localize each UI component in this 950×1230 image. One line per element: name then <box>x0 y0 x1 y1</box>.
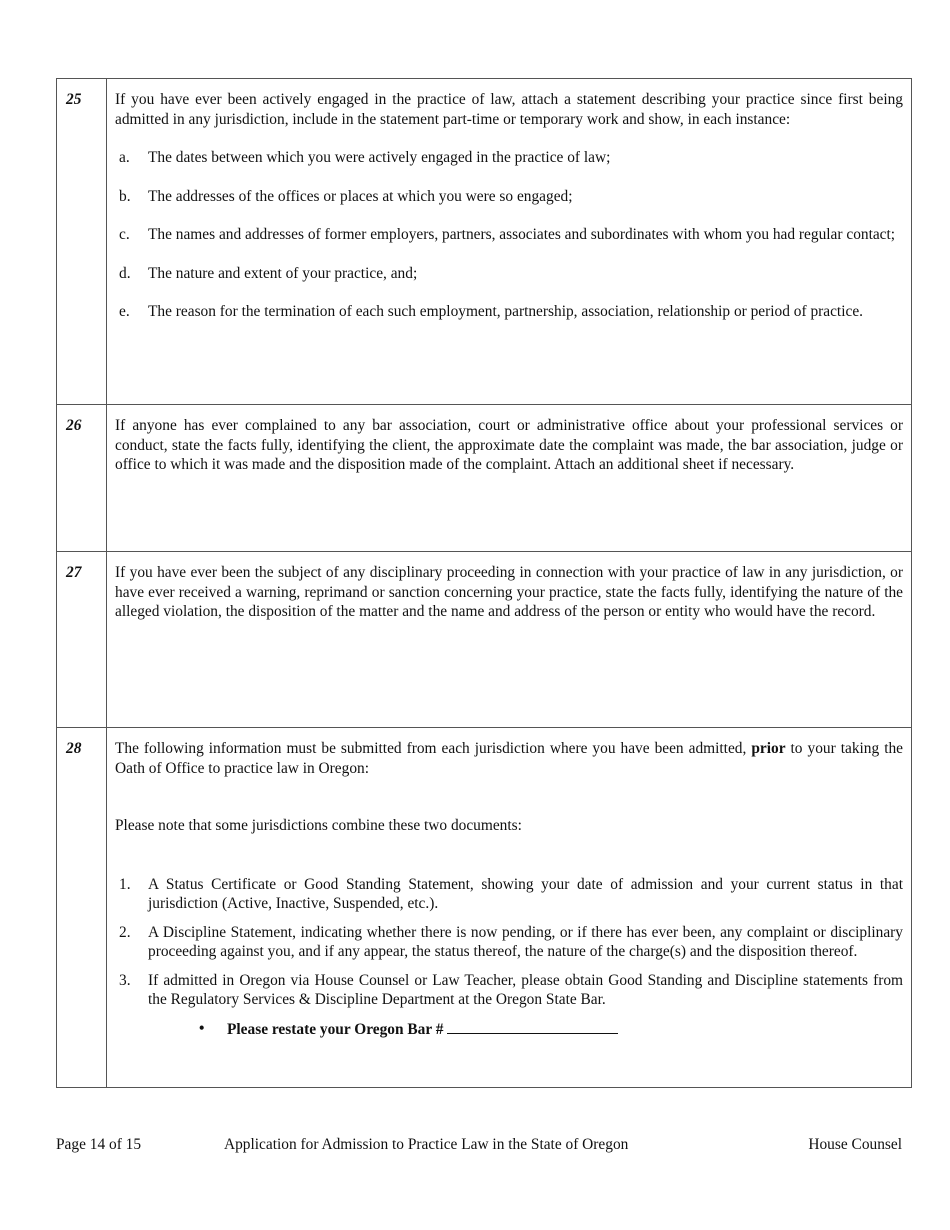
question-number: 28 <box>57 728 107 1088</box>
list-item <box>115 187 903 207</box>
question-text: If you have ever been actively engaged in the practice of law, attach a statement describing your practice since first being admitted in any jurisdiction, include in the statement part-time or temporary work and show, in each instance: <box>115 91 903 128</box>
list-item-text: A Discipline Statement, indicating whether there is now pending, or if there has ever been, any complaint or disciplinary proceeding against you, and if any appear, the status thereof, the nature of the charge(s) and the disposition thereof. <box>148 923 903 960</box>
intro-emphasis: prior <box>751 740 786 757</box>
question-body <box>107 405 912 552</box>
intro-text-end: to your taking the Oath of Office to practice law in Oregon: <box>115 740 903 777</box>
page-footer <box>56 1135 902 1155</box>
list-marker: b. <box>119 187 131 205</box>
bar-number-label: Please restate your Oregon Bar # <box>227 1020 444 1038</box>
list-marker: 3. <box>119 971 131 989</box>
intro-text: The following information must be submitted from each jurisdiction where you have been admitted, <box>115 740 752 757</box>
list-item-text: The reason for the termination of each such employment, partnership, association, relationship or period of practice. <box>148 303 863 320</box>
list-item-text: The nature and extent of your practice, and; <box>148 264 418 282</box>
list-marker: e. <box>119 303 130 320</box>
question-text: If you have ever been the subject of any disciplinary proceeding in connection with your practice of law in any jurisdiction, or have ever received a warning, reprimand or sanction concerning your practice, state the facts fully, identifying the nature of the alleged violation, the disposition of the matter and the name and address of the person or entity who would have the record. <box>115 564 903 620</box>
applicant-category: House Counsel <box>808 1136 902 1153</box>
question-row-27 <box>57 552 912 728</box>
list-item <box>115 875 903 914</box>
document-title: Application for Admission to Practice Law in the State of Oregon <box>224 1136 629 1153</box>
list-item-text: A Status Certificate or Good Standing Statement, showing your date of admission and your current status in that jurisdiction (Active, Inactive, Suspended, etc.). <box>148 875 903 912</box>
requirements-list <box>115 875 903 1010</box>
question-row-25 <box>57 79 912 405</box>
list-item-text: The addresses of the offices or places at which you were so engaged; <box>148 187 573 205</box>
sub-item-list <box>115 148 903 322</box>
list-item <box>115 971 903 1010</box>
question-number: 26 <box>57 405 107 552</box>
list-item <box>115 225 903 245</box>
list-marker: 2. <box>119 923 131 941</box>
list-item <box>115 264 903 284</box>
bar-number-prompt <box>115 1019 903 1040</box>
question-number: 25 <box>57 79 107 405</box>
question-text <box>115 739 903 778</box>
question-number: 27 <box>57 552 107 728</box>
list-marker: 1. <box>119 875 131 893</box>
list-item-text: The dates between which you were actively engaged in the practice of law; <box>148 149 611 166</box>
question-text: If anyone has ever complained to any bar association, court or administrative office about your professional services or conduct, state the facts fully, identifying the client, the approximate date the complaint was made, the bar association, judge or office to which it was made and the disposition made of the complaint. Attach an additional sheet if necessary. <box>115 417 903 473</box>
question-body <box>107 728 912 1088</box>
list-item <box>115 148 903 168</box>
question-row-28 <box>57 728 912 1088</box>
list-marker: d. <box>119 264 131 282</box>
list-item <box>115 302 903 322</box>
list-marker: c. <box>119 226 130 243</box>
list-item-text: The names and addresses of former employers, partners, associates and subordinates with whom you had regular contact; <box>148 226 896 243</box>
question-body <box>107 79 912 405</box>
list-item-text: If admitted in Oregon via House Counsel or Law Teacher, please obtain Good Standing and Discipline statements from the Regulatory Services & Discipline Department at the Oregon State Bar. <box>148 971 903 1008</box>
bar-number-field[interactable] <box>447 1019 618 1034</box>
question-row-26 <box>57 405 912 552</box>
list-item <box>115 923 903 962</box>
page-number: Page 14 of 15 <box>56 1136 142 1153</box>
list-marker: a. <box>119 149 130 166</box>
note-text: Please note that some jurisdictions combine these two documents: <box>115 817 522 834</box>
question-body <box>107 552 912 728</box>
bullet-icon: • <box>199 1019 205 1037</box>
question-table <box>56 78 912 1088</box>
